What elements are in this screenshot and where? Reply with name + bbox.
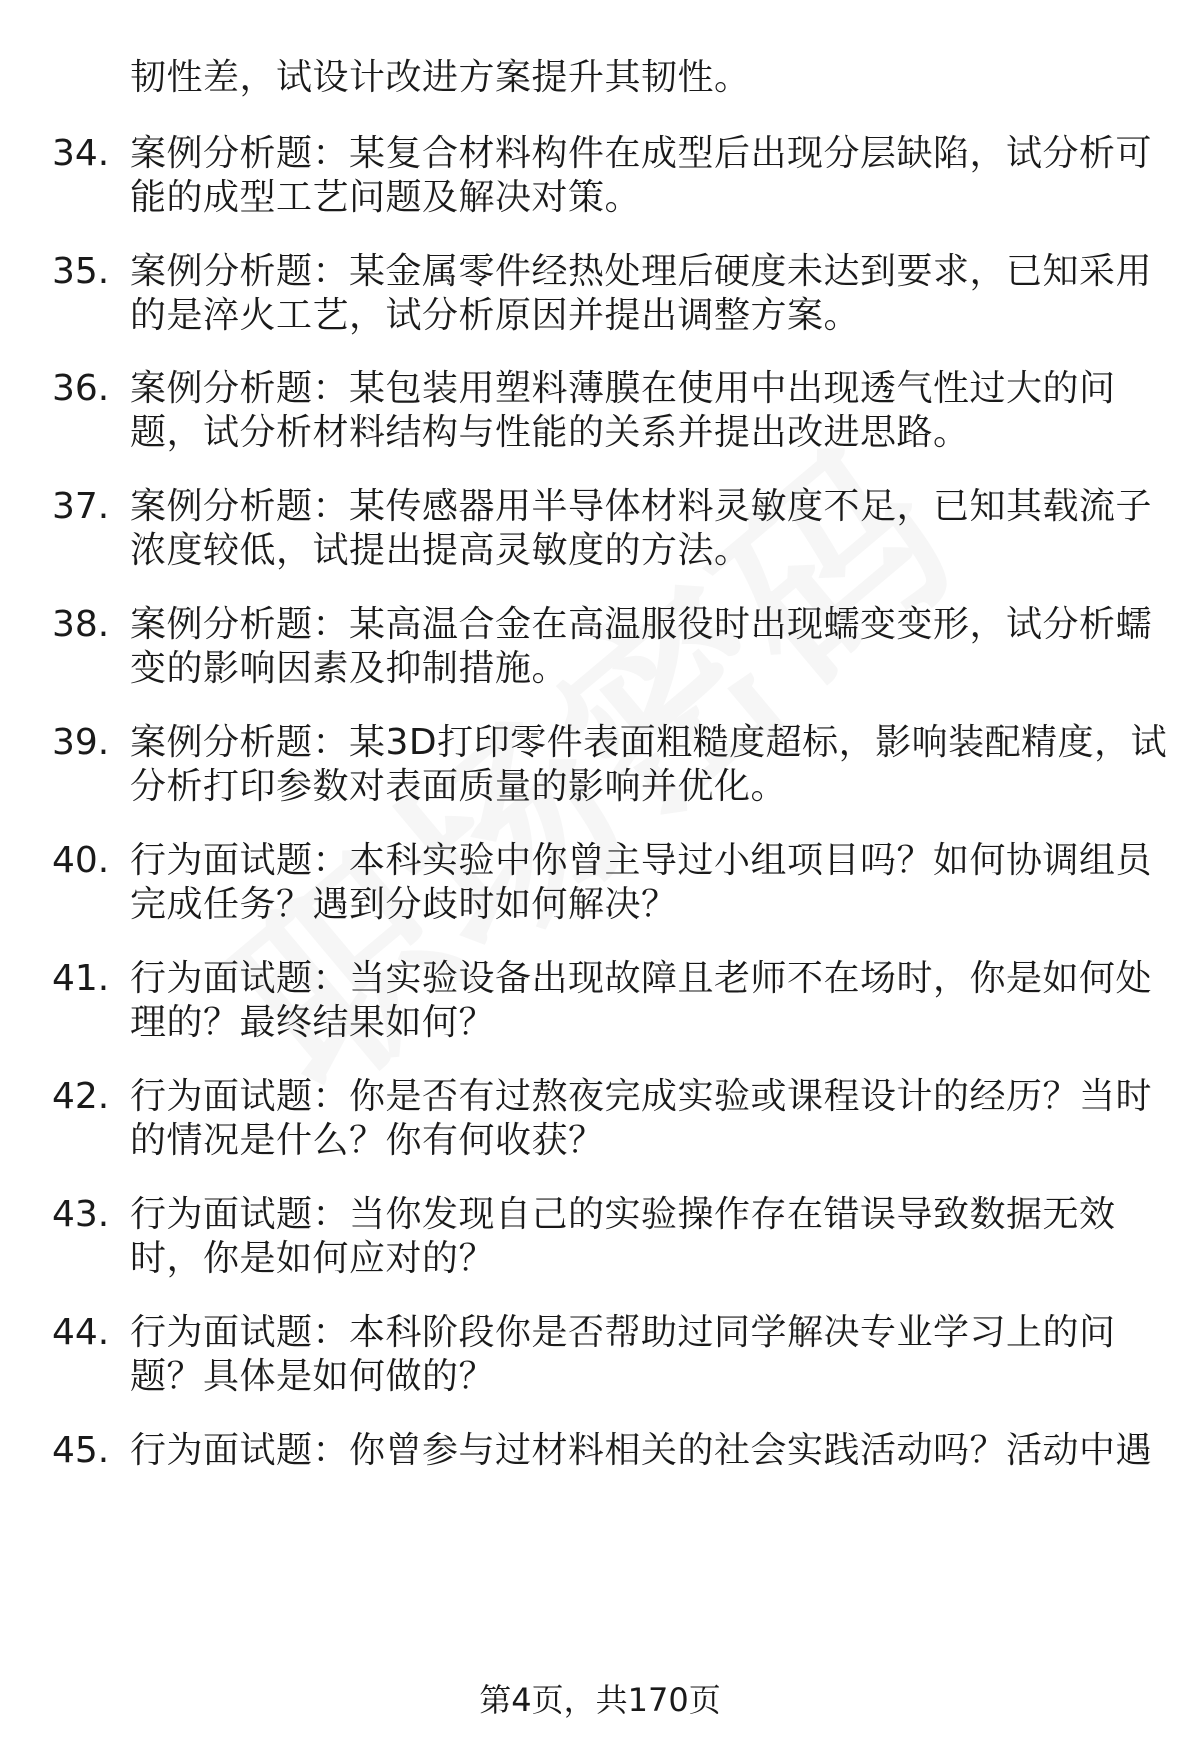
question-number: 39. bbox=[52, 722, 110, 763]
question-line: 理的？最终结果如何？ bbox=[130, 1002, 496, 1043]
question-line: 行为面试题：本科阶段你是否帮助过同学解决专业学习上的问 bbox=[130, 1312, 1116, 1353]
question-line: 案例分析题：某3D打印零件表面粗糙度超标，影响装配精度，试 bbox=[130, 722, 1168, 763]
question-line: 题？具体是如何做的？ bbox=[130, 1356, 496, 1397]
question-number: 41. bbox=[52, 958, 110, 999]
question-number: 45. bbox=[52, 1430, 110, 1471]
question-line: 行为面试题：你是否有过熬夜完成实验或课程设计的经历？当时 bbox=[130, 1076, 1153, 1117]
question-number: 34. bbox=[52, 133, 110, 174]
question-number: 40. bbox=[52, 840, 110, 881]
page-footer: 第4页，共170页 bbox=[479, 1681, 721, 1719]
question-number: 38. bbox=[52, 604, 110, 645]
question-line: 案例分析题：某高温合金在高温服役时出现蠕变变形，试分析蠕 bbox=[130, 604, 1153, 645]
question-number: 37. bbox=[52, 486, 110, 527]
question-number: 36. bbox=[52, 368, 110, 409]
question-number: 35. bbox=[52, 251, 110, 292]
question-line: 案例分析题：某金属零件经热处理后硬度未达到要求，已知采用 bbox=[130, 251, 1153, 292]
question-line: 行为面试题：当你发现自己的实验操作存在错误导致数据无效 bbox=[130, 1194, 1116, 1235]
question-line: 完成任务？遇到分歧时如何解决？ bbox=[130, 884, 678, 925]
question-line: 行为面试题：你曾参与过材料相关的社会实践活动吗？活动中遇 bbox=[130, 1430, 1153, 1471]
continuation-text: 韧性差，试设计改进方案提升其韧性。 bbox=[130, 57, 751, 98]
question-line: 时，你是如何应对的？ bbox=[130, 1238, 496, 1279]
question-line: 案例分析题：某复合材料构件在成型后出现分层缺陷，试分析可 bbox=[130, 133, 1153, 174]
question-line: 变的影响因素及抑制措施。 bbox=[130, 648, 569, 689]
question-line: 分析打印参数对表面质量的影响并优化。 bbox=[130, 766, 788, 807]
question-line: 的是淬火工艺，试分析原因并提出调整方案。 bbox=[130, 295, 861, 336]
question-line: 能的成型工艺问题及解决对策。 bbox=[130, 177, 642, 218]
question-number: 44. bbox=[52, 1312, 110, 1353]
question-line: 题，试分析材料结构与性能的关系并提出改进思路。 bbox=[130, 412, 970, 453]
question-line: 案例分析题：某包装用塑料薄膜在使用中出现透气性过大的问 bbox=[130, 368, 1116, 409]
question-number: 42. bbox=[52, 1076, 110, 1117]
question-line: 案例分析题：某传感器用半导体材料灵敏度不足，已知其载流子 bbox=[130, 486, 1153, 527]
question-number: 43. bbox=[52, 1194, 110, 1235]
question-line: 的情况是什么？你有何收获？ bbox=[130, 1120, 605, 1161]
question-line: 行为面试题：当实验设备出现故障且老师不在场时，你是如何处 bbox=[130, 958, 1153, 999]
question-line: 行为面试题：本科实验中你曾主导过小组项目吗？如何协调组员 bbox=[130, 840, 1153, 881]
question-line: 浓度较低，试提出提高灵敏度的方法。 bbox=[130, 530, 751, 571]
